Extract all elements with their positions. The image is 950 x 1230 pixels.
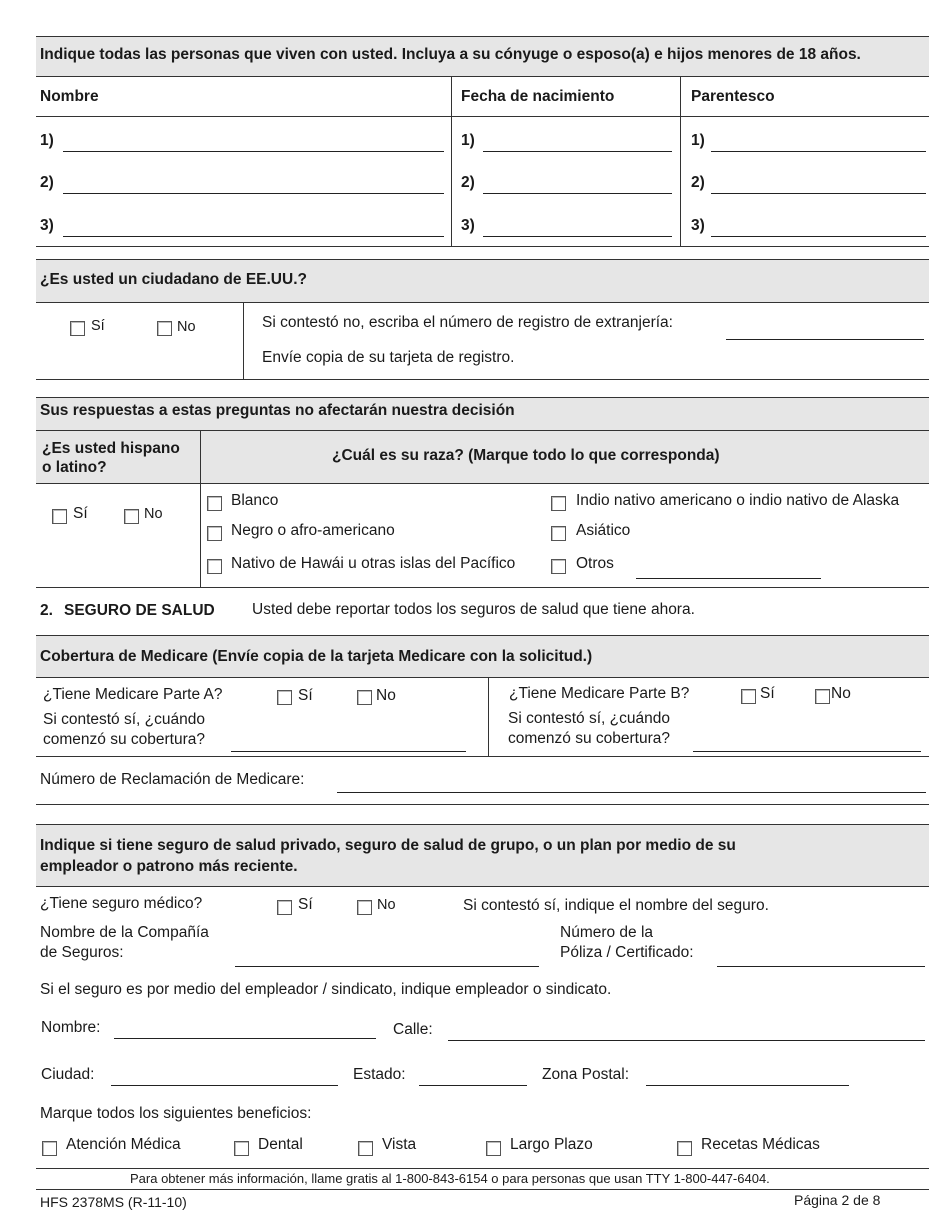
private-header-line2: empleador o patrono más reciente. xyxy=(40,858,298,875)
row-number: 1) xyxy=(461,132,475,149)
medicare-header: Cobertura de Medicare (Envíe copia de la tarjeta Medicare con la solicitud.) xyxy=(40,648,593,665)
race-white-label: Blanco xyxy=(231,492,279,509)
relationship-field-1[interactable] xyxy=(711,151,926,152)
divider xyxy=(36,397,929,398)
race-question: ¿Cuál es su raza? (Marque todo lo que corresponda) xyxy=(332,447,720,464)
demographics-header: Sus respuestas a estas preguntas no afectarán nuestra decisión xyxy=(40,402,515,419)
row-number: 3) xyxy=(40,217,54,234)
divider xyxy=(36,635,929,636)
divider xyxy=(36,259,929,260)
race-black-label: Negro o afro-americano xyxy=(231,522,395,539)
race-native-label: Indio nativo americano o indio nativo de Alaska xyxy=(576,492,900,509)
divider xyxy=(36,36,929,37)
has-insurance-question: ¿Tiene seguro médico? xyxy=(40,895,203,912)
medicare-claim-field[interactable] xyxy=(337,792,926,793)
medicare-claim-label: Número de Reclamación de Medicare: xyxy=(40,771,305,788)
part-a-yes-label: Sí xyxy=(298,687,313,704)
medicare-part-a-question: ¿Tiene Medicare Parte A? xyxy=(43,686,223,703)
employer-name-label: Nombre: xyxy=(41,1019,101,1036)
name-field-1[interactable] xyxy=(63,151,444,152)
divider xyxy=(36,587,929,588)
dob-field-3[interactable] xyxy=(483,236,672,237)
send-copy-note: Envíe copia de su tarjeta de registro. xyxy=(262,349,515,366)
insurance-no-label: No xyxy=(377,897,396,913)
policy-label-line1: Número de la xyxy=(560,924,654,941)
section-title: SEGURO DE SALUD xyxy=(64,602,215,619)
part-b-when-line2: comenzó su cobertura? xyxy=(508,730,670,747)
company-label-line2: de Seguros: xyxy=(40,944,124,961)
race-native-checkbox[interactable] xyxy=(551,496,566,511)
footer-info: Para obtener más información, llame gratis al 1-800-843-6154 o para personas que usan TTY 1-800-447-6404. xyxy=(130,1171,770,1186)
dob-field-1[interactable] xyxy=(483,151,672,152)
state-label: Estado: xyxy=(353,1066,406,1083)
benefit-dental-checkbox[interactable] xyxy=(234,1141,249,1156)
name-field-3[interactable] xyxy=(63,236,444,237)
part-b-no-label: No xyxy=(831,685,851,702)
policy-number-field[interactable] xyxy=(717,966,925,967)
column-divider xyxy=(680,76,681,246)
divider xyxy=(36,677,929,678)
footer-divider xyxy=(36,1168,929,1169)
part-a-when-line2: comenzó su cobertura? xyxy=(43,731,205,748)
insurance-if-yes-note: Si contestó sí, indique el nombre del seguro. xyxy=(463,897,769,914)
zip-label: Zona Postal: xyxy=(542,1066,630,1083)
race-other-label: Otros xyxy=(576,555,614,572)
row-number: 3) xyxy=(691,217,705,234)
benefit-rx-checkbox[interactable] xyxy=(677,1141,692,1156)
row-number: 2) xyxy=(40,174,54,191)
form-id: HFS 2378MS (R-11-10) xyxy=(40,1194,187,1210)
relationship-field-2[interactable] xyxy=(711,193,926,194)
street-label: Calle: xyxy=(393,1021,433,1038)
city-label: Ciudad: xyxy=(41,1066,95,1083)
column-header-name: Nombre xyxy=(40,88,99,105)
part-b-when-label xyxy=(508,709,670,749)
race-asian-checkbox[interactable] xyxy=(551,526,566,541)
part-a-yes-checkbox[interactable] xyxy=(277,690,292,705)
hispanic-yes-checkbox[interactable] xyxy=(52,509,67,524)
citizen-no-checkbox[interactable] xyxy=(157,321,172,336)
insurance-yes-label: Sí xyxy=(298,896,313,913)
insurance-yes-checkbox[interactable] xyxy=(277,900,292,915)
city-field[interactable] xyxy=(111,1085,338,1086)
part-a-no-label: No xyxy=(376,687,396,704)
benefit-medical-checkbox[interactable] xyxy=(42,1141,57,1156)
row-number: 3) xyxy=(461,217,475,234)
divider xyxy=(36,116,929,117)
insurance-no-checkbox[interactable] xyxy=(357,900,372,915)
benefit-longterm-checkbox[interactable] xyxy=(486,1141,501,1156)
divider xyxy=(36,804,929,805)
hispanic-question-line2: o latino? xyxy=(42,459,107,476)
benefit-rx-label: Recetas Médicas xyxy=(701,1136,820,1153)
benefit-longterm-label: Largo Plazo xyxy=(510,1136,593,1153)
benefit-vision-label: Vista xyxy=(382,1136,417,1153)
part-b-start-date-field[interactable] xyxy=(693,751,921,752)
part-a-no-checkbox[interactable] xyxy=(357,690,372,705)
citizen-no-label: No xyxy=(177,319,196,335)
private-insurance-header xyxy=(40,835,736,877)
race-white-checkbox[interactable] xyxy=(207,496,222,511)
column-divider xyxy=(243,302,244,379)
household-header: Indique todas las personas que viven con usted. Incluya a su cónyuge o esposo(a) e hijos menores de 18 años. xyxy=(40,46,861,63)
column-divider xyxy=(488,677,489,756)
insurance-company-label xyxy=(40,923,209,963)
citizen-yes-label: Sí xyxy=(91,318,105,334)
divider xyxy=(36,886,929,887)
footer-divider xyxy=(36,1189,929,1190)
divider xyxy=(36,824,929,825)
column-header-dob: Fecha de nacimiento xyxy=(461,88,615,105)
race-pacific-checkbox[interactable] xyxy=(207,559,222,574)
row-number: 2) xyxy=(691,174,705,191)
divider xyxy=(36,756,929,757)
hispanic-question xyxy=(42,440,180,477)
hispanic-no-label: No xyxy=(144,506,163,522)
race-black-checkbox[interactable] xyxy=(207,526,222,541)
employer-note: Si el seguro es por medio del empleador / sindicato, indique empleador o sindicato. xyxy=(40,981,612,998)
benefit-dental-label: Dental xyxy=(258,1136,303,1153)
row-number: 1) xyxy=(691,132,705,149)
medicare-part-b-question: ¿Tiene Medicare Parte B? xyxy=(509,685,690,702)
private-header-line1: Indique si tiene seguro de salud privado, seguro de salud de grupo, o un plan por medio de su xyxy=(40,837,736,854)
hispanic-question-line1: ¿Es usted hispano xyxy=(42,440,180,457)
race-other-checkbox[interactable] xyxy=(551,559,566,574)
divider xyxy=(36,379,929,380)
part-b-yes-label: Sí xyxy=(760,685,775,702)
part-b-when-line1: Si contestó sí, ¿cuándo xyxy=(508,710,670,727)
part-b-yes-checkbox[interactable] xyxy=(741,689,756,704)
column-divider xyxy=(451,76,452,246)
citizen-question: ¿Es usted un ciudadano de EE.UU.? xyxy=(40,271,307,288)
row-number: 1) xyxy=(40,132,54,149)
benefit-medical-label: Atención Médica xyxy=(66,1136,181,1153)
part-a-start-date-field[interactable] xyxy=(231,751,466,752)
policy-label-line2: Póliza / Certificado: xyxy=(560,944,694,961)
race-other-field[interactable] xyxy=(636,578,821,579)
divider xyxy=(36,483,929,484)
divider xyxy=(36,76,929,77)
part-a-when-line1: Si contestó sí, ¿cuándo xyxy=(43,711,205,728)
relationship-field-3[interactable] xyxy=(711,236,926,237)
alien-registration-label: Si contestó no, escriba el número de registro de extranjería: xyxy=(262,314,673,331)
zip-field[interactable] xyxy=(646,1085,849,1086)
alien-registration-field[interactable] xyxy=(726,339,924,340)
section-intro: Usted debe reportar todos los seguros de salud que tiene ahora. xyxy=(252,601,695,618)
page-number: Página 2 de 8 xyxy=(794,1192,881,1208)
part-b-no-checkbox[interactable] xyxy=(815,689,830,704)
column-header-relationship: Parentesco xyxy=(691,88,775,105)
benefit-vision-checkbox[interactable] xyxy=(358,1141,373,1156)
part-a-when-label xyxy=(43,710,205,750)
column-divider xyxy=(200,430,201,587)
section-number: 2. xyxy=(40,602,53,619)
insurance-company-field[interactable] xyxy=(235,966,539,967)
state-field[interactable] xyxy=(419,1085,527,1086)
policy-number-label xyxy=(560,923,694,963)
employer-name-field[interactable] xyxy=(114,1038,376,1039)
row-number: 2) xyxy=(461,174,475,191)
company-label-line1: Nombre de la Compañía xyxy=(40,924,209,941)
citizen-yes-checkbox[interactable] xyxy=(70,321,85,336)
benefits-label: Marque todos los siguientes beneficios: xyxy=(40,1105,312,1122)
hispanic-no-checkbox[interactable] xyxy=(124,509,139,524)
race-pacific-label: Nativo de Hawái u otras islas del Pacífico xyxy=(231,555,516,572)
name-field-2[interactable] xyxy=(63,193,444,194)
dob-field-2[interactable] xyxy=(483,193,672,194)
divider xyxy=(36,246,929,247)
street-field[interactable] xyxy=(448,1040,925,1041)
race-asian-label: Asiático xyxy=(576,522,631,539)
hispanic-yes-label: Sí xyxy=(73,505,88,522)
divider xyxy=(36,302,929,303)
